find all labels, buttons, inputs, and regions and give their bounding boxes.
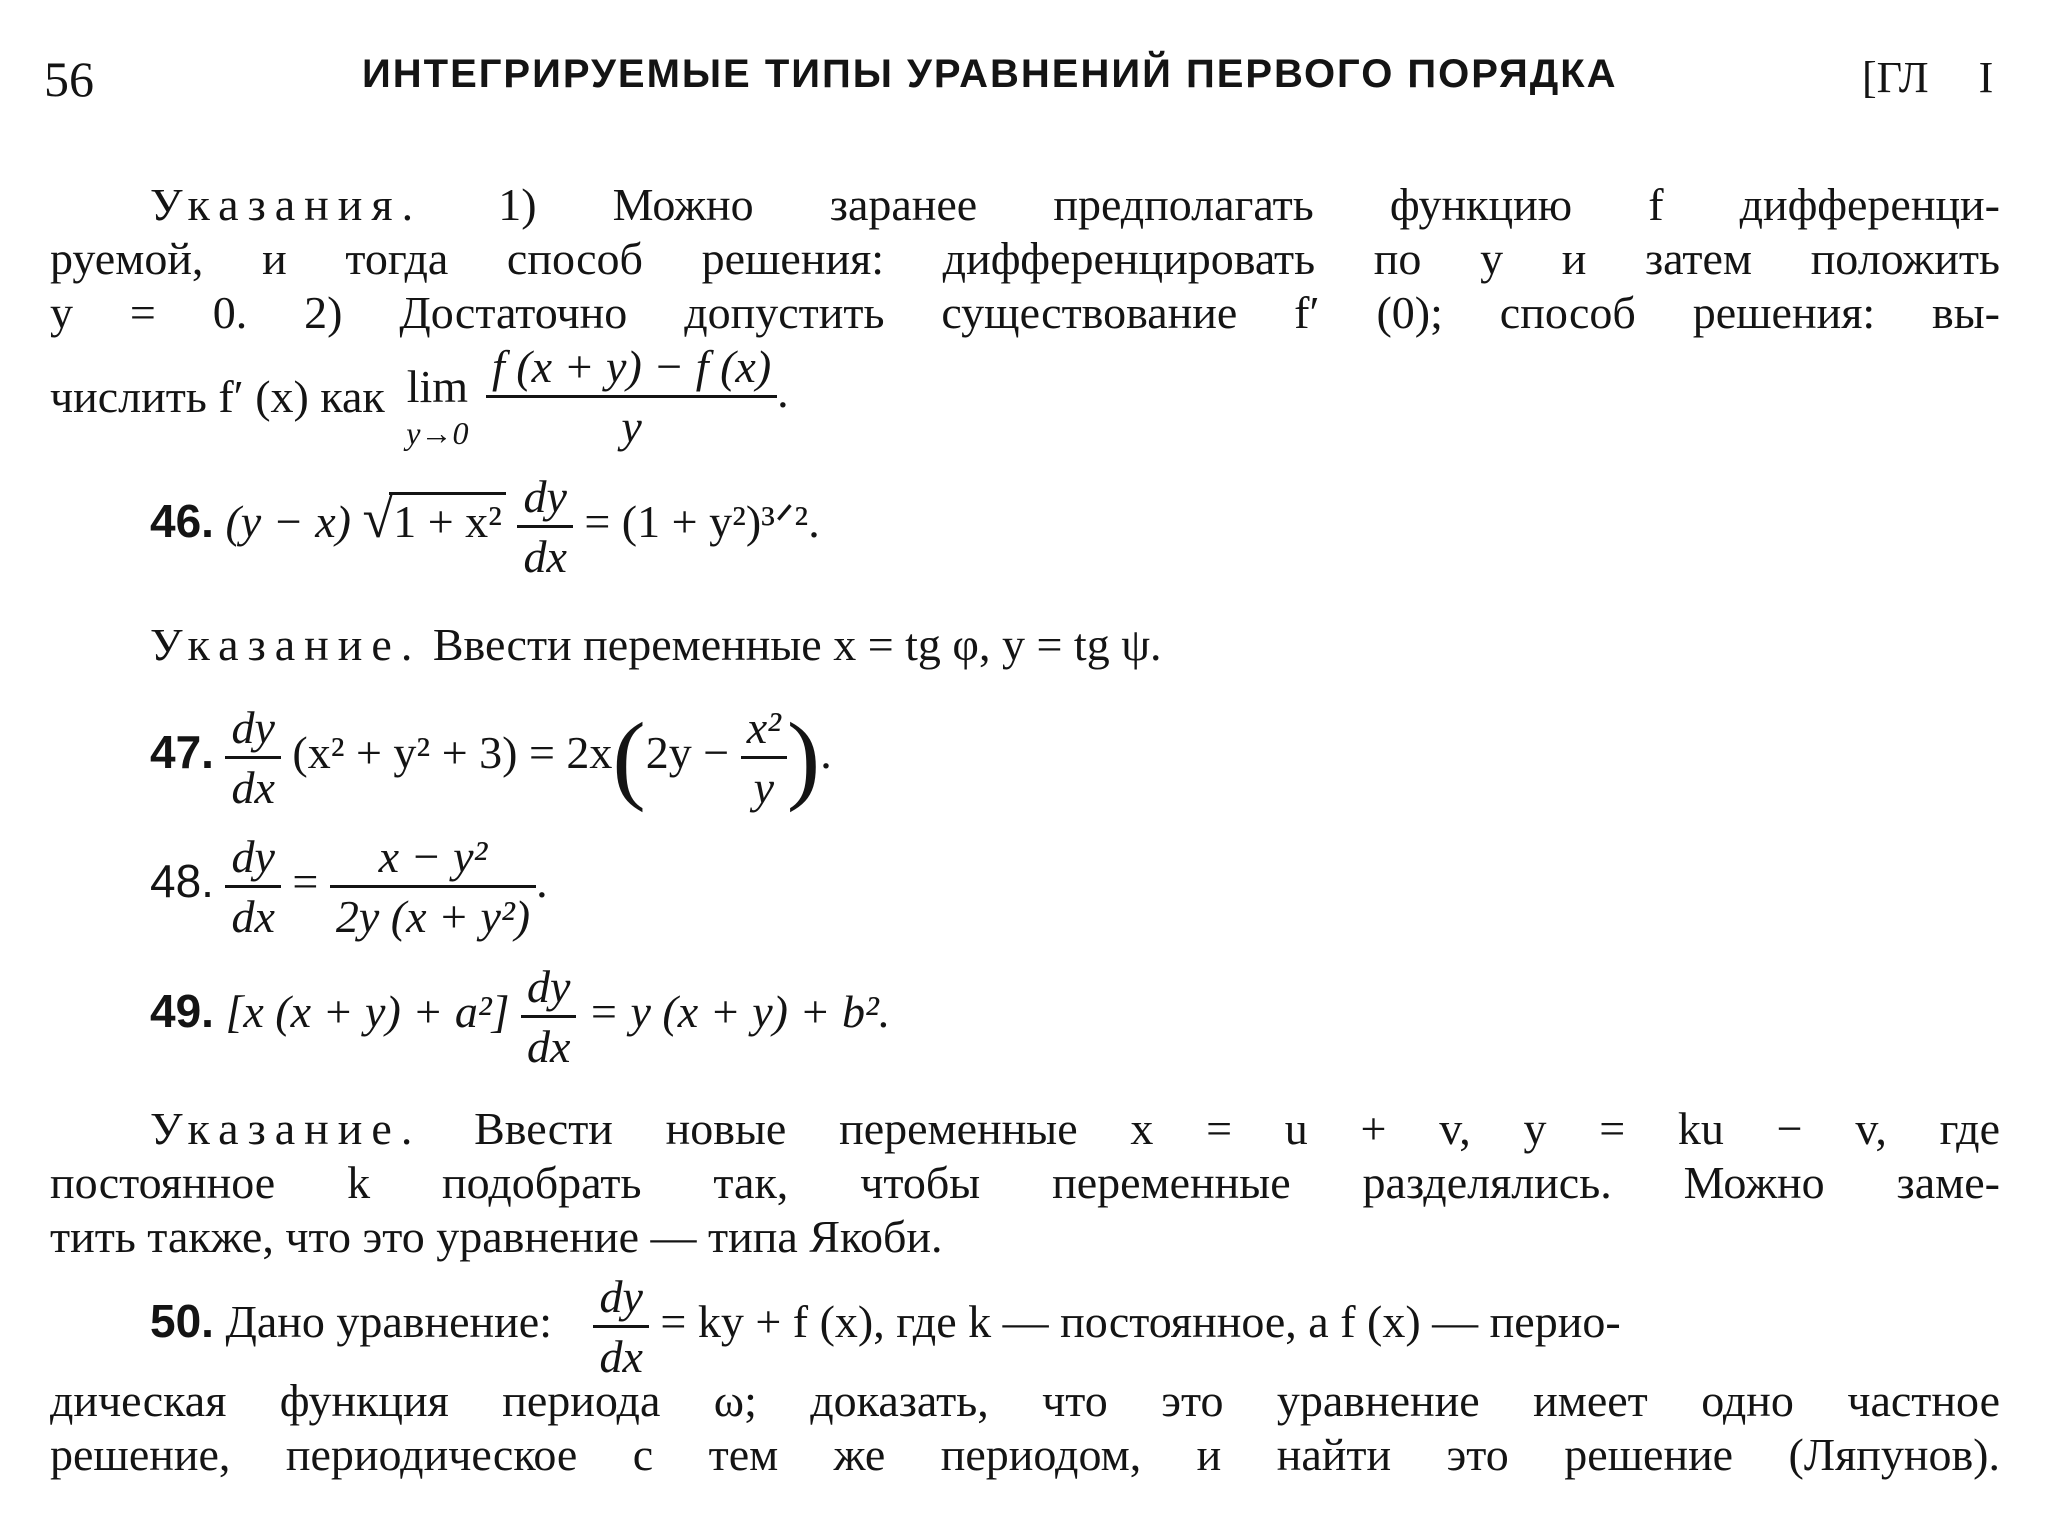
problem-47-number: 47.	[150, 726, 214, 779]
chapter-label: [ГЛ	[1862, 53, 1929, 102]
hint1-line4	[50, 340, 789, 453]
hint1-line2: руемой, и тогда способ решения: дифференцировать по y и затем положить	[50, 233, 2000, 284]
hint1-word: Указания.	[150, 179, 423, 230]
chapter-marker	[1862, 52, 1993, 103]
chapter-number: I	[1978, 53, 1994, 102]
sqrt-icon: √	[362, 488, 394, 551]
hint49-line3: тить также, что это уравнение — типа Якоби.	[50, 1211, 943, 1262]
problem-46-radicand: 1 + x²	[389, 492, 506, 548]
limit-denominator: y	[621, 401, 642, 452]
problem-47-derivative	[225, 701, 280, 814]
problem-46-den: dx	[523, 531, 567, 582]
problem-50-derivative	[593, 1270, 648, 1383]
problem-46-num: dy	[517, 470, 572, 528]
problem-49-num: dy	[521, 960, 576, 1018]
problem-48	[150, 830, 548, 943]
problem-46	[150, 470, 820, 583]
hint49-line1-text: Ввести новые переменные x = u + v, y = ku − v, где	[474, 1103, 2001, 1154]
limit-word: lim	[406, 361, 469, 412]
problem-48-eq: =	[292, 856, 319, 908]
hint1-line3: y = 0. 2) Достаточно допустить существование f′ (0); способ решения: вы-	[50, 287, 2000, 338]
hint46-word: Указание.	[150, 619, 422, 670]
problem-49-right: = y (x + y) + b².	[587, 986, 891, 1038]
problem-47-inner-den: y	[753, 762, 774, 813]
problem-46-right: = (1 + y²)³ᐟ².	[584, 496, 820, 548]
limit-subscript: y→0	[406, 415, 469, 451]
problem-47-num: dy	[225, 701, 280, 759]
problem-48-den: dx	[231, 891, 275, 942]
problem-46-number: 46.	[150, 495, 214, 548]
hint1-line1	[150, 178, 2000, 232]
page-number: 56	[44, 51, 94, 107]
hint46	[150, 618, 2048, 672]
problem-50-num: dy	[593, 1270, 648, 1328]
problem-48-rhs-den: 2y (x + y²)	[335, 891, 531, 942]
left-paren-icon: (	[612, 702, 646, 813]
problem-50-line2: дическая функция периода ω; доказать, что это уравнение имеет одно частное	[50, 1375, 2000, 1426]
problem-47-end: .	[820, 727, 832, 779]
problem-47-inner: 2y −	[645, 727, 730, 779]
hint46-text: Ввести переменные x = tg φ, y = tg ψ.	[432, 619, 1162, 670]
problem-48-rhs-num: x − y²	[330, 830, 536, 888]
problem-48-derivative	[225, 830, 280, 943]
problem-48-rhs	[330, 830, 536, 943]
problem-50-line3: решение, периодическое с тем же периодом, и найти это решение (Ляпунов).	[50, 1429, 2000, 1480]
hint49-line1	[150, 1102, 2000, 1156]
problem-47-inner-num: x²	[741, 701, 787, 759]
limit-numerator: f (x + y) − f (x)	[486, 340, 777, 398]
limit-end: .	[777, 366, 789, 418]
problem-49-derivative	[521, 960, 576, 1073]
hint1-line4-text: числить f′ (x) как	[50, 371, 385, 422]
limit-fraction	[486, 340, 777, 453]
hint1-line1-text: 1) Можно заранее предполагать функцию f дифференци-	[498, 179, 2000, 230]
problem-47-middle: (x² + y² + 3) = 2x	[292, 727, 613, 779]
problem-47	[150, 700, 832, 815]
problem-46-derivative	[517, 470, 572, 583]
problem-50-den: dx	[599, 1331, 643, 1382]
running-title: ИНТЕГРИРУЕМЫЕ ТИПЫ УРАВНЕНИЙ ПЕРВОГО ПОРЯДКА	[362, 52, 1618, 96]
hint49-word: Указание.	[150, 1103, 422, 1154]
problem-50-rest: = ky + f (x), где k — постоянное, а f (x) — перио-	[660, 1296, 1621, 1348]
problem-48-end: .	[536, 856, 548, 908]
problem-50	[150, 1270, 1621, 1383]
problem-48-num: dy	[225, 830, 280, 888]
right-paren-icon: )	[786, 702, 821, 813]
problem-50-number: 50.	[150, 1295, 214, 1348]
problem-47-den: dx	[231, 762, 275, 813]
hint49-line2: постоянное k подобрать так, чтобы переменные разделялись. Можно заме-	[50, 1157, 2000, 1208]
problem-49-left: [x (x + y) + a²]	[225, 986, 510, 1038]
problem-49-den: dx	[527, 1021, 571, 1072]
problem-48-number: 48.	[150, 855, 214, 908]
problem-47-inner-fraction	[741, 701, 787, 814]
problem-49	[150, 960, 890, 1073]
problem-46-left: (y − x)	[225, 496, 351, 548]
limit-operator	[406, 361, 469, 456]
problem-50-lead: Дано уравнение:	[225, 1296, 552, 1348]
problem-49-number: 49.	[150, 985, 214, 1038]
